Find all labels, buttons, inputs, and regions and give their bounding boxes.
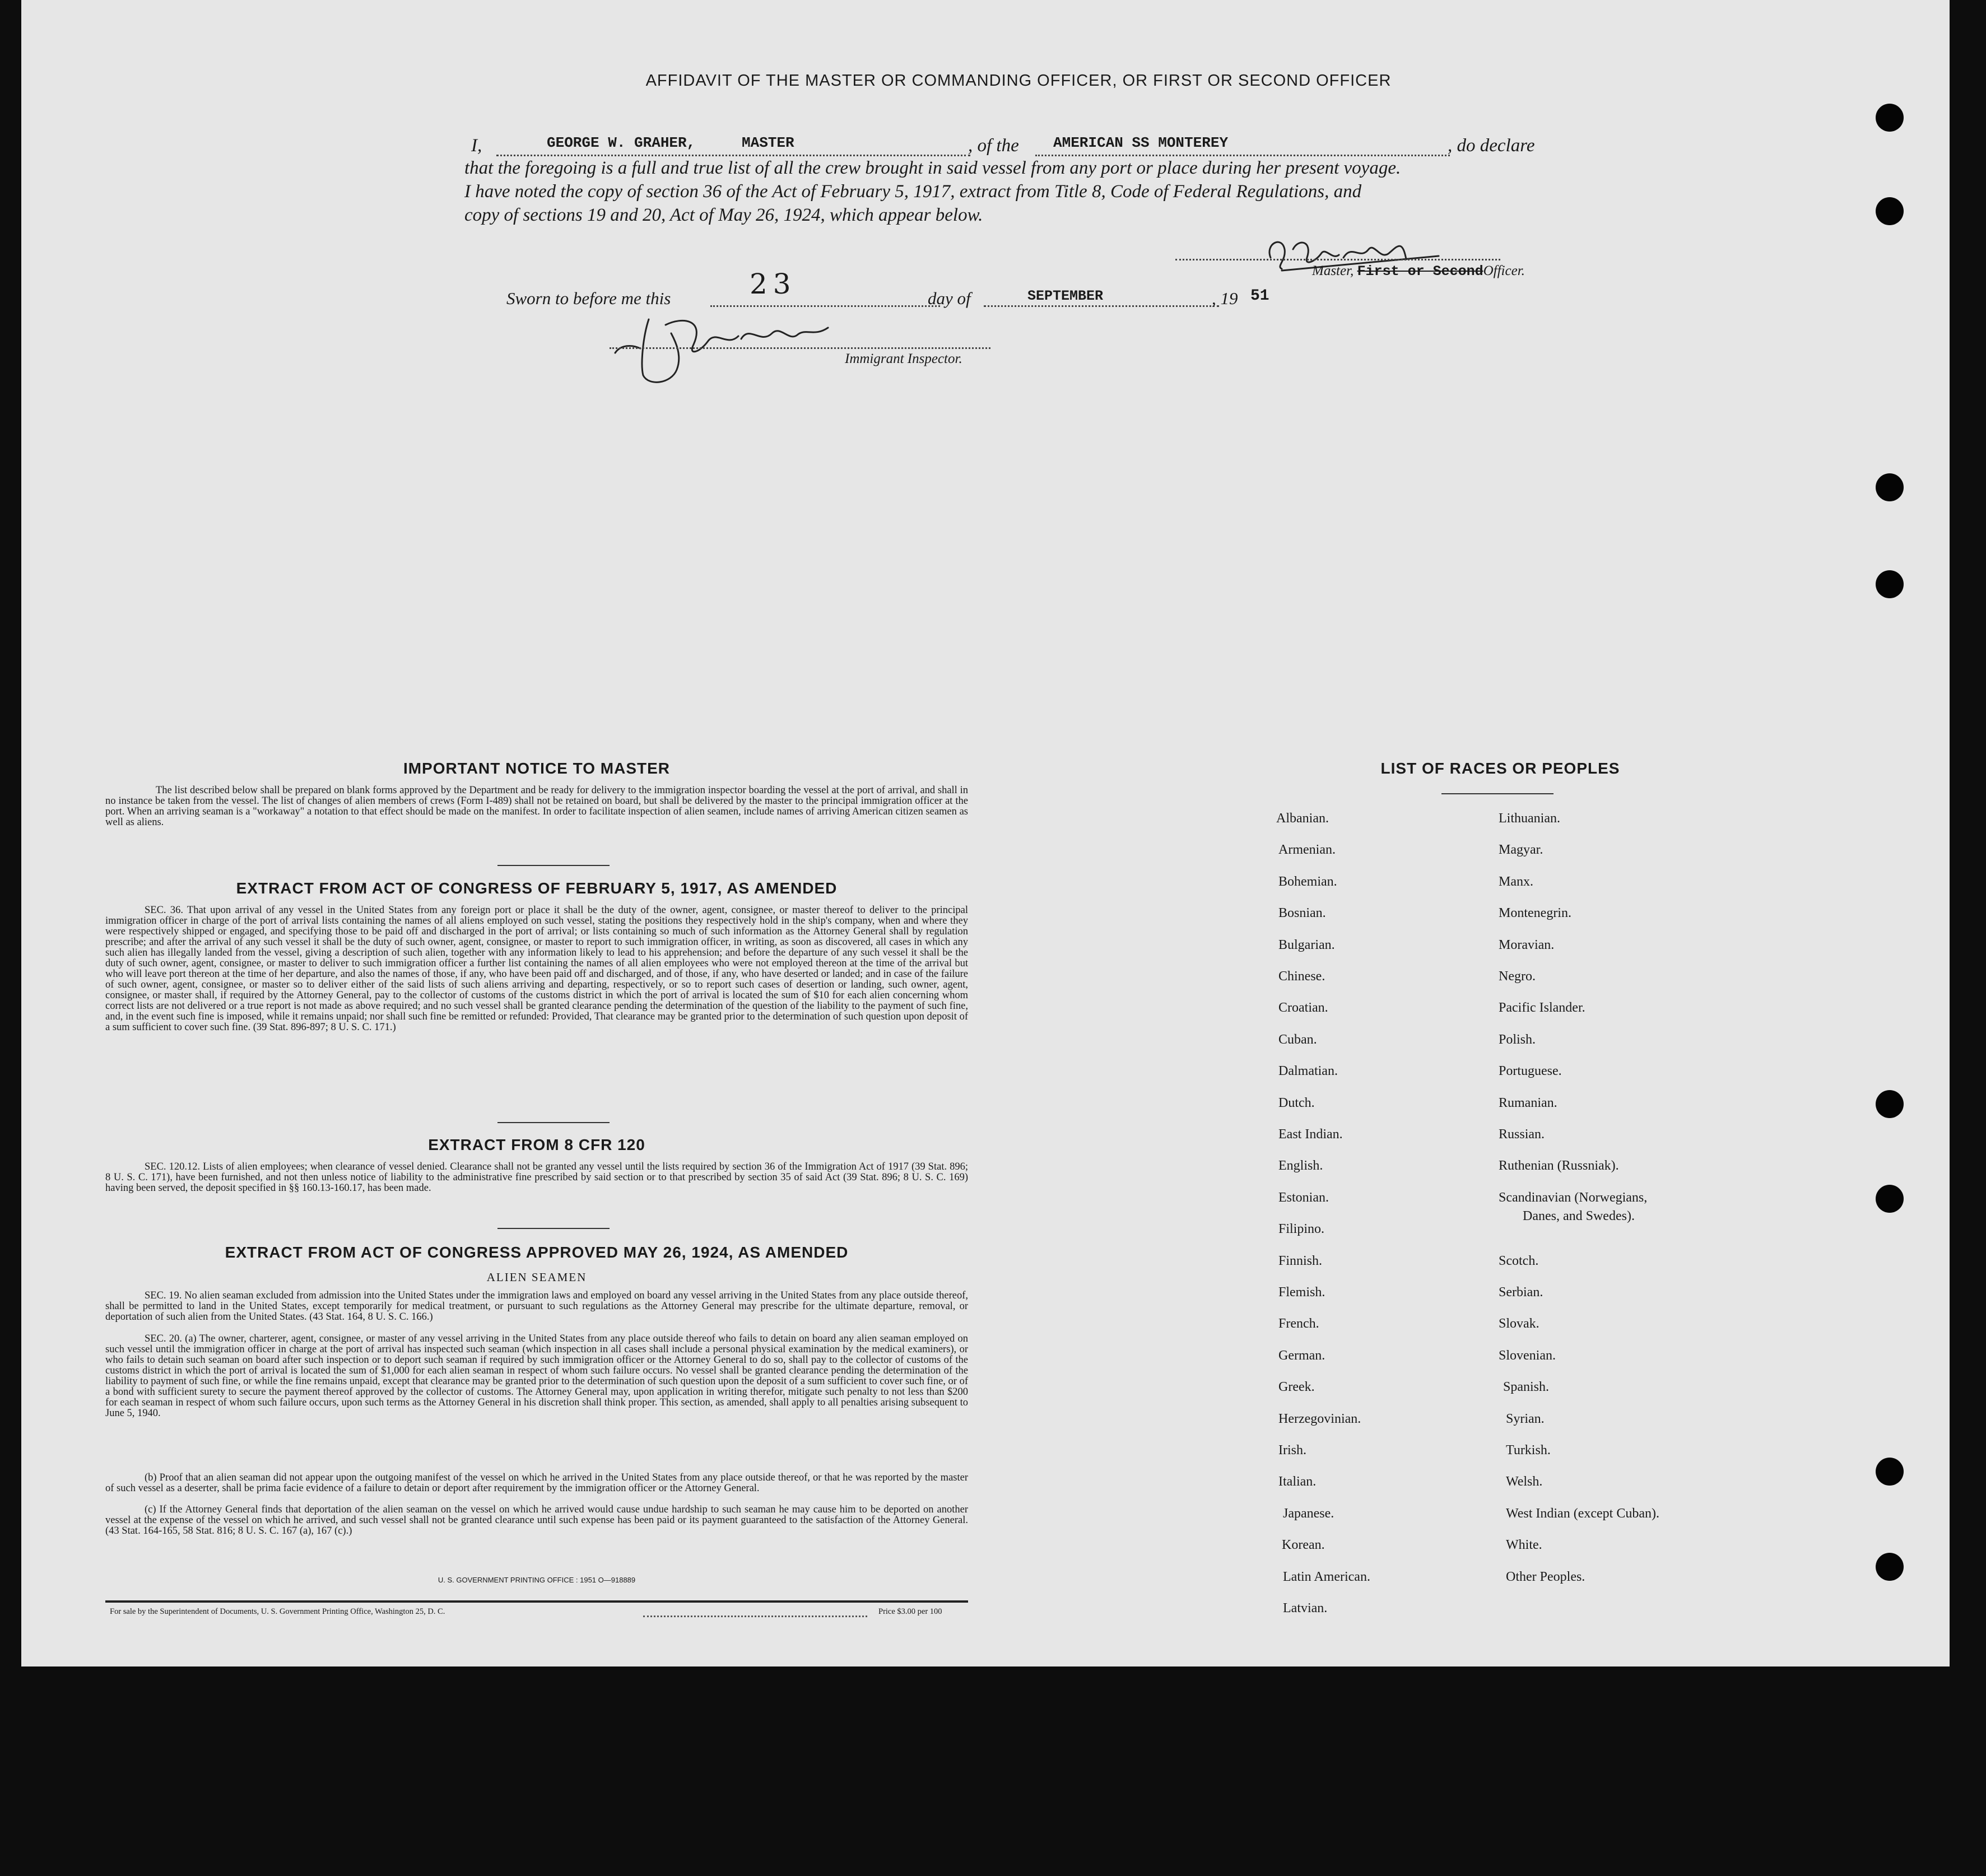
master-caption-prefix: Master, — [1312, 263, 1354, 278]
race-right-2: Manx. — [1499, 874, 1533, 889]
sec-20c-body: (c) If the Attorney General finds that deportation of the alien seaman on the vessel on which he arrived would cause undue hardship to such seaman he may cause him to be deported on another vessel at the expense of the vessel on which he arrived, and such vessel shall not be granted clearance until such expense has been paid or its payment guaranteed to the satisfaction of the Attorney General. (43 Stat. 164-165, 58 Stat. 816; 8 U. S. C. 167 (a), 167 (c).) — [105, 1504, 968, 1537]
race-right-10: Russian. — [1499, 1127, 1545, 1142]
race-right-9: Rumanian. — [1499, 1096, 1557, 1110]
sworn-year: 51 — [1250, 287, 1269, 305]
race-left-24: Latin American. — [1283, 1570, 1370, 1584]
footer-leader — [643, 1616, 867, 1617]
binder-hole — [1876, 197, 1904, 225]
race-left-25: Latvian. — [1283, 1601, 1328, 1616]
race-right-3: Montenegrin. — [1499, 906, 1571, 920]
affidavit-title: AFFIDAVIT OF THE MASTER OR COMMANDING OFFICER, OR FIRST OR SECOND OFFICER — [645, 72, 1392, 90]
race-right-24: Other Peoples. — [1506, 1570, 1585, 1584]
race-left-10: East Indian. — [1278, 1127, 1343, 1142]
declarant-rank: MASTER — [742, 134, 794, 151]
declaration-line-4: copy of sections 19 and 20, Act of May 26, 1924, which appear below. — [464, 205, 983, 225]
pronoun-label: I, — [471, 136, 482, 156]
race-right-20: Turkish. — [1506, 1443, 1551, 1458]
race-right-5: Negro. — [1499, 969, 1536, 984]
sec-19-body: SEC. 19. No alien seaman excluded from admission into the United States under the immigration laws and employed on board any vessel arriving in the United States from any place outside thereof, shall be permitted to land in the United States, except temporarily for medical treatment, or pursuant to such regulations as the Attorney General may prescribe for the ultimate departure, removal, or deportation of such alien from the United States. (43 Stat. 164, 8 U. S. C. 166.) — [105, 1290, 968, 1323]
race-left-19: Herzegovinian. — [1278, 1412, 1361, 1426]
name-fill-line — [496, 155, 970, 156]
race-left-6: Croatian. — [1278, 1000, 1328, 1015]
race-right-7: Polish. — [1499, 1032, 1536, 1047]
sec-20b-body: (b) Proof that an alien seaman did not appear upon the outgoing manifest of the vessel on which he arrived in the United States from any place outside thereof, or that he was reported by the master of such vessel as a deserter, shall be prima facie evidence of a failure to detain or deport after requirement by the immigration officer or the Attorney General. — [105, 1472, 968, 1494]
race-left-14: Finnish. — [1278, 1254, 1323, 1268]
document-page — [21, 0, 1950, 1666]
inspector-caption: Immigrant Inspector. — [845, 351, 962, 366]
race-right-8: Portuguese. — [1499, 1064, 1562, 1078]
race-right-17: Slovenian. — [1499, 1348, 1556, 1363]
master-caption — [1312, 263, 1525, 280]
declaration-line-2: that the foregoing is a full and true list of all the crew brought in said vessel from any port or place during her present voyage. — [464, 158, 1401, 178]
declaration-line-3: I have noted the copy of section 36 of the Act of February 5, 1917, extract from Title 8, Code of Federal Regulations, and — [464, 181, 1362, 202]
extract-1917-body: SEC. 36. That upon arrival of any vessel in the United States from any foreign port or place it shall be the duty of the owner, agent, consignee, or master thereof to deliver to the principal immigration officer in charge of the port of arrival lists containing the names of all aliens employed on such vessel, stating the positions they respectively hold in the ship's company, when and where they were respectively shipped or engaged, and specifying those to be paid off and discharged in the port of arrival; or lists containing so much of such information as the Attorney General shall by regulation prescribe; and after the arrival of any such vessel it shall be the duty of such owner, agent, consignee, or master to report to such immigration officer, in writing, as soon as discovered, all cases in which any such alien has illegally landed from the vessel, giving a description of such alien, together with any information likely to lead to his apprehension; and before the departure of any such vessel it shall be the duty of such owner, agent, consignee, or master to deliver to such immigration officer a further list containing the names of all alien employees who were not employed thereon at the time of the arrival but who will leave port thereon at the time of her departure, and also the names of those, if any, who have been paid off and discharged, and of those, if any, who have deserted or landed; and in case of the failure of such owner, agent, consignee, or master so to deliver either of the said lists of such aliens arriving and departing, respectively, or so to report such cases of desertion or landing, such owner, agent, consignee, or master shall, if required by the Attorney General, pay to the collector of customs of the customs district in which the port of arrival is located the sum of $10 for each alien concerning whom correct lists are not delivered or a true report is not made as above required; and no such vessel shall be granted clearance pending the determination of the question of the liability to the payment of such fine, and, in the event such fine is imposed, while it remains unpaid; nor shall such fine be remitted or refunded: Provided, That clearance may be granted prior to the determination of such question upon deposit of a sum sufficient to cover such fine. (39 Stat. 896-897; 8 U. S. C. 171.) — [105, 905, 968, 1033]
race-right-11: Ruthenian (Russniak). — [1499, 1158, 1619, 1173]
sworn-month: SEPTEMBER — [1027, 288, 1104, 304]
races-heading: LIST OF RACES OR PEOPLES — [1380, 760, 1620, 777]
race-right-13: Danes, and Swedes). — [1523, 1209, 1635, 1223]
vessel-fill-line — [1035, 155, 1450, 156]
sworn-day: 23 — [750, 268, 797, 300]
race-right-23: White. — [1506, 1538, 1542, 1552]
race-right-14: Scotch. — [1499, 1254, 1539, 1268]
race-left-4: Bulgarian. — [1278, 938, 1335, 952]
race-right-21: Welsh. — [1506, 1474, 1543, 1489]
race-left-8: Dalmatian. — [1278, 1064, 1338, 1078]
race-left-13: Filipino. — [1278, 1222, 1325, 1236]
race-left-16: French. — [1278, 1316, 1319, 1331]
notice-body: The list described below shall be prepared on blank forms approved by the Department and be ready for delivery to the immigration inspector boarding the vessel at the port of arrival, and shall in no instance be taken from the vessel. The list of changes of alien members of crews (Form I-489) shall not be retained on board, but shall be delivered by the master to the principal immigration officer at the port. When an arriving seaman is a "workaway" a notation to that effect should be made on the manifest. In order to facilitate inspection of alien seamen, include names of arriving American citizen seamen as well as aliens. — [105, 785, 968, 828]
master-caption-struck: First or Second — [1357, 263, 1483, 280]
race-right-18: Spanish. — [1503, 1380, 1550, 1394]
race-left-0: Albanian. — [1276, 811, 1329, 826]
race-left-23: Korean. — [1282, 1538, 1325, 1552]
race-left-11: English. — [1278, 1158, 1323, 1173]
for-sale-notice: For sale by the Superintendent of Documents, U. S. Government Printing Office, Washington 25, D. C. — [110, 1607, 445, 1616]
extract-1924-heading: EXTRACT FROM ACT OF CONGRESS APPROVED MAY 26, 1924, AS AMENDED — [225, 1244, 849, 1261]
footer-rule — [105, 1600, 968, 1603]
race-left-12: Estonian. — [1278, 1190, 1329, 1205]
races-rule — [1441, 793, 1554, 794]
month-fill-line — [984, 305, 1219, 307]
race-right-4: Moravian. — [1499, 938, 1555, 952]
master-signature-line — [1175, 259, 1500, 260]
gpo-imprint: U. S. GOVERNMENT PRINTING OFFICE : 1951 O—918889 — [438, 1576, 636, 1584]
day-of-label: day of — [928, 288, 971, 308]
race-left-5: Chinese. — [1278, 969, 1325, 984]
vessel-name: AMERICAN SS MONTEREY — [1053, 134, 1229, 151]
sworn-label: Sworn to before me this — [506, 288, 671, 308]
declarant-name: GEORGE W. GRAHER, — [547, 134, 696, 151]
master-caption-suffix: Officer. — [1483, 263, 1525, 278]
inspector-signature-line — [610, 347, 990, 349]
race-left-21: Italian. — [1278, 1474, 1317, 1489]
binder-hole — [1876, 570, 1904, 598]
extract-cfr-body: SEC. 120.12. Lists of alien employees; when clearance of vessel denied. Clearance shall not be granted any vessel until the lists required by section 36 of the Immigration Act of 1917 (39 Stat. 896; 8 U. S. C. 171), have been furnished, and not then unless notice of liability to the administrative fine prescribed by said section or to that prescribed by section 35 of said Act (39 Stat. 896; 8 U. S. C. 169) having been served, the deposit specified in §§ 160.13-160.17, has been made. — [105, 1161, 968, 1194]
race-left-20: Irish. — [1278, 1443, 1306, 1458]
race-left-7: Cuban. — [1278, 1032, 1317, 1047]
of-the-label: , of the — [968, 136, 1019, 156]
year-prefix: , 19 — [1212, 288, 1238, 308]
binder-hole — [1876, 1090, 1904, 1118]
race-left-3: Bosnian. — [1278, 906, 1326, 920]
race-right-16: Slovak. — [1499, 1316, 1540, 1331]
sec-20a-body: SEC. 20. (a) The owner, charterer, agent, consignee, or master of any vessel arriving in the United States from any place outside thereof who fails to detain on board any alien seaman employed on such vessel until the immigration officer in charge at the port of arrival has inspected such seaman (which inspection in all cases shall include a personal physical examination by the medical examiners), or who fails to detain such seaman on board after such inspection or to deport such seaman if required by such immigration officer or the Attorney General to do so, shall pay to the collector of customs of the customs district in which the port of arrival is located the sum of $1,000 for each alien seaman in respect of whom such failure occurs. No vessel shall be granted clearance pending the determination of the liability to payment of such fine, or while the fine remains unpaid, except that clearance may be granted prior to the determination of such question upon the deposit of a sum sufficient to cover such fine, or of a bond with sufficient surety to secure the payment thereof approved by the collector of customs. The Attorney General may, upon application in writing therefor, mitigate such penalty to not less than $200 for each seaman in respect of whom such failure occurs, upon such terms as the Attorney General in his discretion shall think proper. This section, as amended, shall apply to all penalties arising subsequent to June 5, 1940. — [105, 1333, 968, 1419]
race-right-12: Scandinavian (Norwegians, — [1499, 1190, 1648, 1205]
race-right-15: Serbian. — [1499, 1285, 1543, 1300]
binder-hole — [1876, 1553, 1904, 1581]
divider-3 — [497, 1228, 610, 1229]
extract-cfr-heading: EXTRACT FROM 8 CFR 120 — [428, 1136, 645, 1153]
extract-1917-heading: EXTRACT FROM ACT OF CONGRESS OF FEBRUARY 5, 1917, AS AMENDED — [236, 879, 838, 897]
binder-hole — [1876, 104, 1904, 132]
race-right-6: Pacific Islander. — [1499, 1000, 1585, 1015]
binder-hole — [1876, 473, 1904, 501]
divider-1 — [497, 865, 610, 866]
race-left-22: Japanese. — [1283, 1506, 1334, 1521]
race-left-17: German. — [1278, 1348, 1325, 1363]
price-notice: Price $3.00 per 100 — [878, 1607, 942, 1616]
race-left-2: Bohemian. — [1278, 874, 1337, 889]
divider-2 — [497, 1122, 610, 1123]
notice-heading: IMPORTANT NOTICE TO MASTER — [403, 760, 671, 777]
race-right-1: Magyar. — [1499, 842, 1543, 857]
do-declare-label: , do declare — [1448, 136, 1535, 156]
binder-hole — [1876, 1458, 1904, 1486]
race-left-18: Greek. — [1278, 1380, 1315, 1394]
race-left-9: Dutch. — [1278, 1096, 1315, 1110]
alien-seamen-subheading: ALIEN SEAMEN — [486, 1270, 587, 1284]
race-right-19: Syrian. — [1506, 1412, 1545, 1426]
race-right-0: Lithuanian. — [1499, 811, 1560, 826]
binder-hole — [1876, 1185, 1904, 1213]
race-right-22: West Indian (except Cuban). — [1506, 1506, 1659, 1521]
race-left-15: Flemish. — [1278, 1285, 1325, 1300]
race-left-1: Armenian. — [1278, 842, 1336, 857]
